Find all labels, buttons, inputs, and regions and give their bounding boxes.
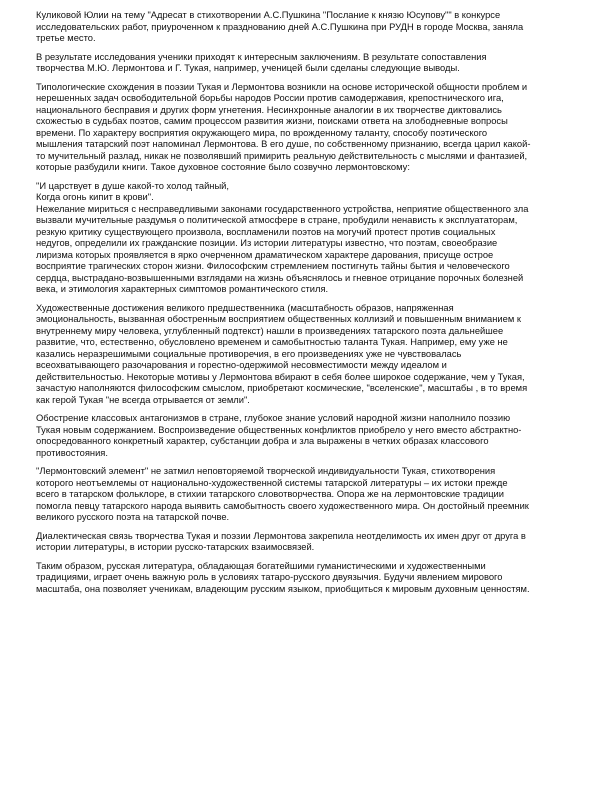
- paragraph-research-conclusions: [36, 52, 582, 75]
- document-page: [36, 10, 582, 602]
- text-line: как герой Тукая "не всегда отрывается от земли".: [36, 394, 250, 405]
- text-line: "Лермонтовский элемент" не затмил неповторяемой творческой индивидуальности Тукая, стихотворения: [36, 466, 496, 476]
- text-line: Диалектическая связь творчества Тукая и поэзии Лермонтова закрепила неотделимость их имен друг от друга в: [36, 530, 526, 541]
- text-line: великого русского поэта на татарской почве.: [36, 512, 230, 522]
- text-line: то мучительный разлад, никак не позволявший примирить реальную действительность с мыслями и фантазией,: [36, 150, 528, 161]
- text-line: века, и этимология характерных симптомов романтического стиля.: [36, 284, 329, 294]
- text-line: Куликовой Юлии на тему "Адресат в стихотворении А.С.Пушкина "Послание к князю Юсупову"" в конкурсе: [36, 10, 501, 20]
- paragraph-conclusion: [36, 561, 582, 596]
- text-line: истории литературы, в истории русско-татарских взаимосвязей.: [36, 542, 315, 552]
- text-line: Обострение классовых антагонизмов в стране, глубокое знание условий народной жизни наполнило поэзию: [36, 413, 511, 423]
- text-line: опосредованного конкретный характер, субстанции добра и зла выражены в четких образах классового: [36, 436, 489, 446]
- text-line: Таким образом, русская литература, обладающая богатейшими гуманистическими и художественными: [36, 560, 486, 571]
- text-line: В результате исследования ученики приходят к интересным заключениям. В результате сопоставления: [36, 51, 487, 62]
- text-line: развитие, что, естественно, обусловлено временем и самобытностью таланта Тукая. Например, ему уже не: [36, 337, 508, 347]
- text-line: казались неразрешимыми социальные противоречия, в его произведениях уже не чувствовалась: [36, 348, 462, 359]
- text-line: Тукая новым содержанием. Воспроизведение общественных конфликтов приобрело у него вместо абстрактно-: [36, 424, 522, 435]
- text-line: лиризма которых проявляется в ярко очерченном драматическом характере дарования, присуще острое: [36, 249, 494, 260]
- text-line: схожестью в судьбах поэтов, самим процессом развития жизни, поисками ответа на злободневные вопросы: [36, 116, 508, 126]
- text-line: времени. По характеру восприятия окружающего мира, по врожденному таланту, способу поэтического: [36, 127, 488, 138]
- text-line: которого неотъемлемы от национально-художественной системы татарской литературы – их истоки прежде: [36, 477, 508, 488]
- text-line: творчества М.Ю. Лермонтова и Г. Тукая, например, ученицей были сделаны следующие выводы.: [36, 63, 460, 73]
- paragraph-lermontov-element: [36, 466, 582, 524]
- paragraph-typological-convergence: [36, 82, 582, 174]
- text-line: исследовательских работ, приуроченном к празднованию дней А.С.Пушкина при РУДН в городе Москва, заняла: [36, 21, 524, 32]
- text-line: Художественные достижения великого предшественника (масштабность образов, напряженная: [36, 302, 454, 313]
- text-line: внутреннему миру человека, углубленный подтекст) нашли в произведениях татарского поэта дальнейшее: [36, 325, 504, 336]
- paragraph-artistic-achievements: [36, 303, 582, 407]
- text-line: мышления татарский поэт напоминал Лермонтова. В его душе, по собственному признанию, всегда царил какой-: [36, 139, 531, 149]
- text-line: национального бесправия и других форм угнетения. Несинхронные аналогии в их творчестве диктовались: [36, 104, 502, 115]
- text-line: Типологические схождения в поэзии Тукая и Лермонтова возникли на основе исторической общности проблем и: [36, 81, 528, 92]
- text-line: сердца, выстрадано-возвышенными взглядами на жизнь объяснялось и гневное отрицание порочных болезней: [36, 272, 524, 283]
- text-line: резкую критику существующего произвола, воспламенили поэтов на могучий протест против социальных: [36, 226, 496, 237]
- paragraph-dialectical-link: [36, 531, 582, 554]
- text-line: масштаба, она позволяет ученикам, владеющим русским языком, приобщиться к мировым духовным ценностям.: [36, 583, 530, 594]
- paragraph-class-antagonisms: [36, 413, 582, 459]
- text-line: эмоциональность, вызванная обостренным восприятием общественных коллизий и повышенным вниманием к: [36, 314, 521, 324]
- text-line: которые разбудили книги. Такое духовное состояние было созвучно лермонтовскому:: [36, 162, 410, 172]
- text-line: действительностью. Некоторые мотивы у Лермонтова вбирают в себя более широкое содержание, чем у Тукая,: [36, 371, 525, 382]
- paragraph-quote-and-protest: [36, 181, 582, 296]
- paragraph-contest-result: [36, 10, 582, 45]
- text-line: восприятие трагических сторон жизни. Философским стремлением постигнуть тайны бытия и человеческого: [36, 261, 510, 271]
- text-line: зачастую наполняются философским смыслом, приобретают космические, "вселенские", масштабы , в то время: [36, 383, 528, 393]
- text-line: Нежелание мириться с несправедливыми законами государственного устройства, неприятие общественного зла: [36, 203, 529, 214]
- text-line: противостояния.: [36, 447, 108, 458]
- text-line: недугов, определили их гражданские позиции. Из истории литературы известно, что поэтам, своеобразие: [36, 238, 498, 248]
- text-line: третье место.: [36, 33, 96, 43]
- text-line: всеохватывающего разочарования и горестно-одержимой несовместимости между идеалом и: [36, 360, 447, 370]
- quote-line: Когда огонь кипит в крови".: [36, 192, 154, 202]
- text-line: всего в татарском фольклоре, в стихии татарского словотворчества. Опора же на лермонтовские традиции: [36, 489, 504, 499]
- text-line: традициями, играет очень важную роль в условиях татаро-русского двуязычия. Будучи явлением мирового: [36, 572, 503, 582]
- text-line: нерешенных задач освободительной борьбы народов России против самодержавия, крепостнического ига,: [36, 93, 504, 103]
- text-line: вызвали мучительные раздумья о политической атмосфере в стране, пробудили ненависть к эксплуататорам,: [36, 215, 518, 225]
- quote-line: "И царствует в душе какой-то холод тайный,: [36, 180, 229, 191]
- text-line: помогла певцу татарского народа выявить самобытность своего художественного мира. Он достойный преемник: [36, 500, 529, 511]
